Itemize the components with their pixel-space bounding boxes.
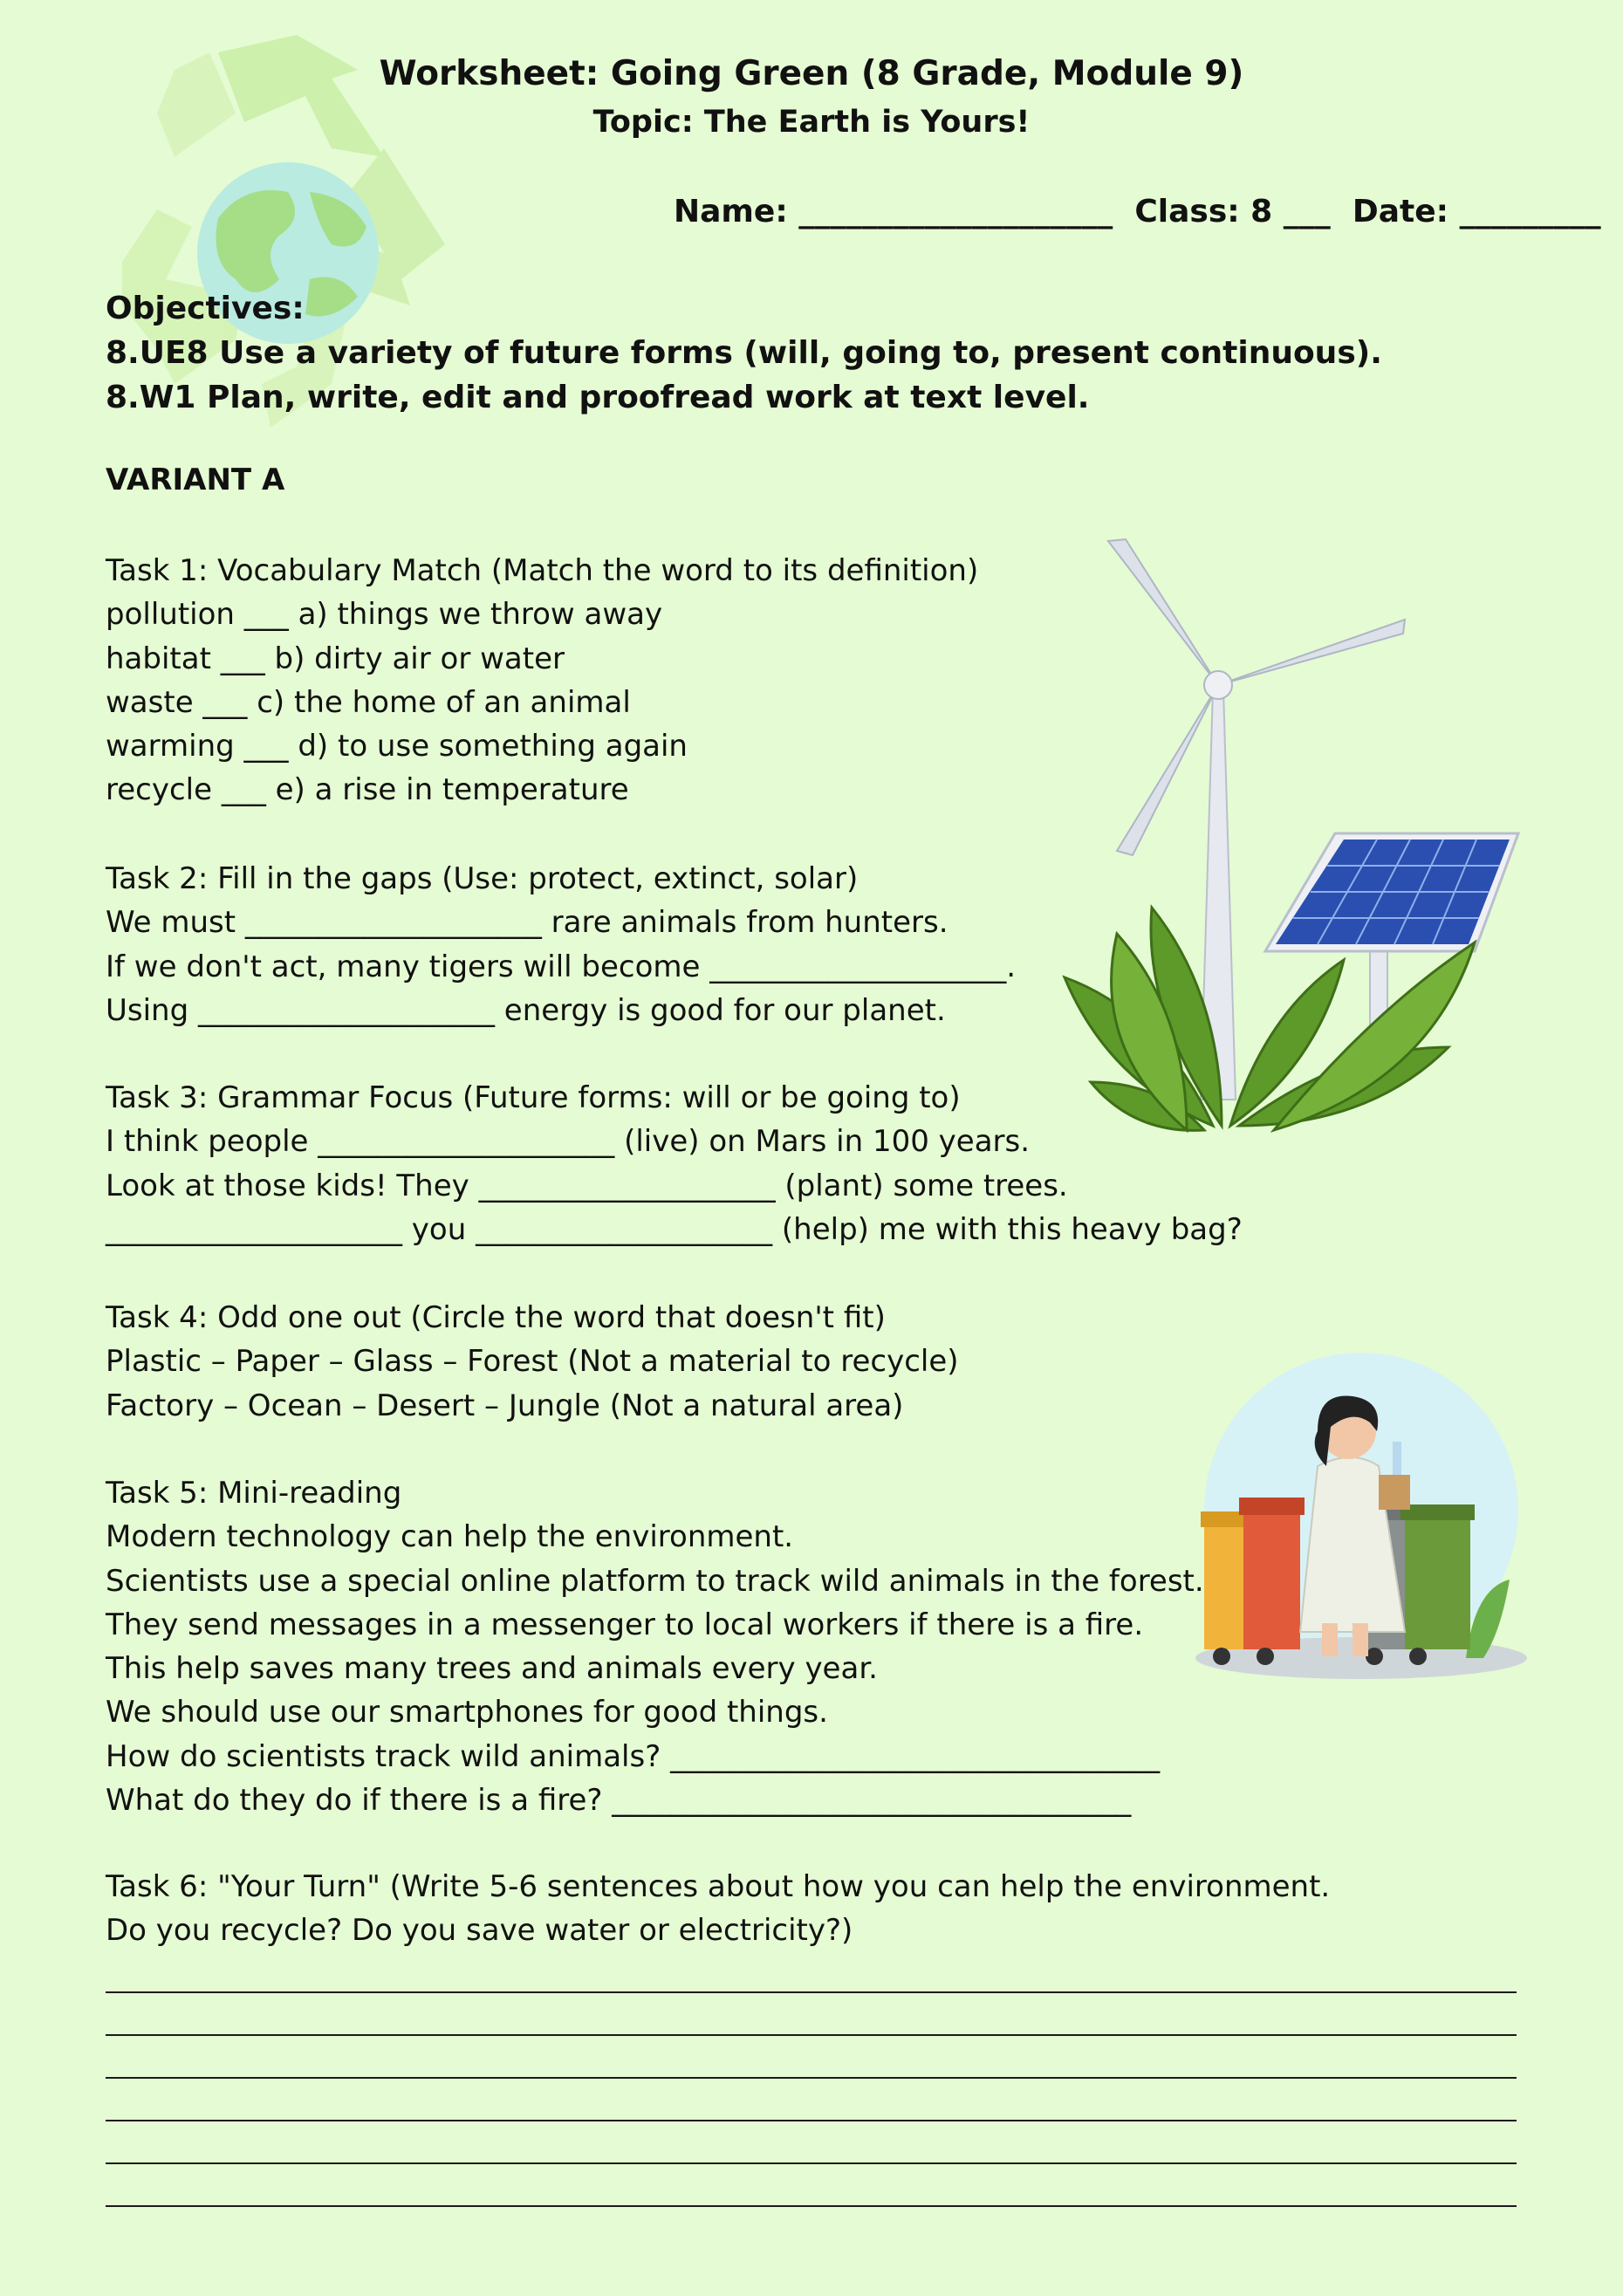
writing-line[interactable]	[106, 2121, 1517, 2164]
reading-line: Modern technology can help the environment.	[106, 1519, 794, 1555]
reading-line: This help saves many trees and animals every year.	[106, 1651, 878, 1687]
task-title: Task 4: Odd one out (Circle the word that doesn't fit)	[106, 1300, 886, 1335]
task-6	[106, 1865, 1330, 1953]
writing-line[interactable]	[106, 2079, 1517, 2121]
worksheet-title: Worksheet: Going Green (8 Grade, Module 9)	[379, 54, 1244, 93]
task-line[interactable]: Look at those kids! They ____________________ (plant) some trees.	[106, 1168, 1068, 1203]
task-line[interactable]: Factory – Ocean – Desert – Jungle (Not a natural area)	[106, 1388, 904, 1423]
task-title: Task 6: "Your Turn" (Write 5-6 sentences about how you can help the environment.	[106, 1869, 1331, 1904]
objective-item: 8.W1 Plan, write, edit and proofread work at text level.	[106, 380, 1090, 415]
reading-line: They send messages in a messenger to local workers if there is a fire.	[106, 1607, 1144, 1642]
worksheet-topic: Topic: The Earth is Yours!	[592, 105, 1031, 140]
task-line[interactable]: Plastic – Paper – Glass – Forest (Not a material to recycle)	[106, 1344, 959, 1380]
task-line[interactable]: ____________________ you ____________________ (help) me with this heavy bag?	[106, 1211, 1243, 1247]
task-title: Task 5: Mini-reading	[106, 1476, 402, 1511]
task-title: Task 2: Fill in the gaps (Use: protect, extinct, solar)	[106, 861, 859, 896]
wind-turbine-solar-panel-icon	[1056, 524, 1527, 1152]
task-line[interactable]: warming ___ d) to use something again	[106, 729, 688, 764]
girl-recycling-bins-icon	[1187, 1344, 1536, 1693]
objectives-heading: Objectives:	[106, 291, 305, 326]
objectives-section	[106, 286, 1382, 420]
task-1	[106, 549, 978, 812]
task-line[interactable]: habitat ___ b) dirty air or water	[106, 641, 565, 676]
variant-label: VARIANT A	[106, 463, 285, 497]
task-line[interactable]: waste ___ c) the home of an animal	[106, 684, 631, 720]
writing-lines[interactable]	[106, 1967, 1517, 2207]
task-line[interactable]: recycle ___ e) a rise in temperature	[106, 772, 629, 808]
objective-item: 8.UE8 Use a variety of future forms (will, going to, present continuous).	[106, 335, 1382, 371]
task-line[interactable]: Using ____________________ energy is good for our planet.	[106, 992, 946, 1028]
task-line: Do you recycle? Do you save water or electricity?)	[106, 1913, 853, 1949]
task-line[interactable]: We must ____________________ rare animals from hunters.	[106, 905, 948, 941]
task-5	[106, 1471, 1204, 1822]
task-2	[106, 857, 1016, 1032]
task-4	[106, 1296, 959, 1428]
task-line[interactable]: pollution ___ a) things we throw away	[106, 597, 663, 633]
question-line[interactable]: How do scientists track wild animals? _________________________________	[106, 1738, 1161, 1774]
task-line[interactable]: I think people ____________________ (live) on Mars in 100 years.	[106, 1124, 1031, 1160]
question-line[interactable]: What do they do if there is a fire? ___________________________________	[106, 1783, 1132, 1819]
task-title: Task 1: Vocabulary Match (Match the word to its definition)	[106, 553, 979, 588]
student-info-fields[interactable]: Name: ____________________ Class: 8 ___ Date: _________	[674, 194, 1601, 230]
task-line[interactable]: If we don't act, many tigers will become ____________________.	[106, 949, 1017, 984]
reading-line: We should use our smartphones for good things.	[106, 1695, 828, 1731]
task-title: Task 3: Grammar Focus (Future forms: will or be going to)	[106, 1080, 961, 1115]
writing-line[interactable]	[106, 1967, 1517, 1993]
writing-line[interactable]	[106, 2164, 1517, 2207]
writing-line[interactable]	[106, 2036, 1517, 2079]
reading-line: Scientists use a special online platform to track wild animals in the forest.	[106, 1563, 1204, 1599]
writing-line[interactable]	[106, 1993, 1517, 2036]
